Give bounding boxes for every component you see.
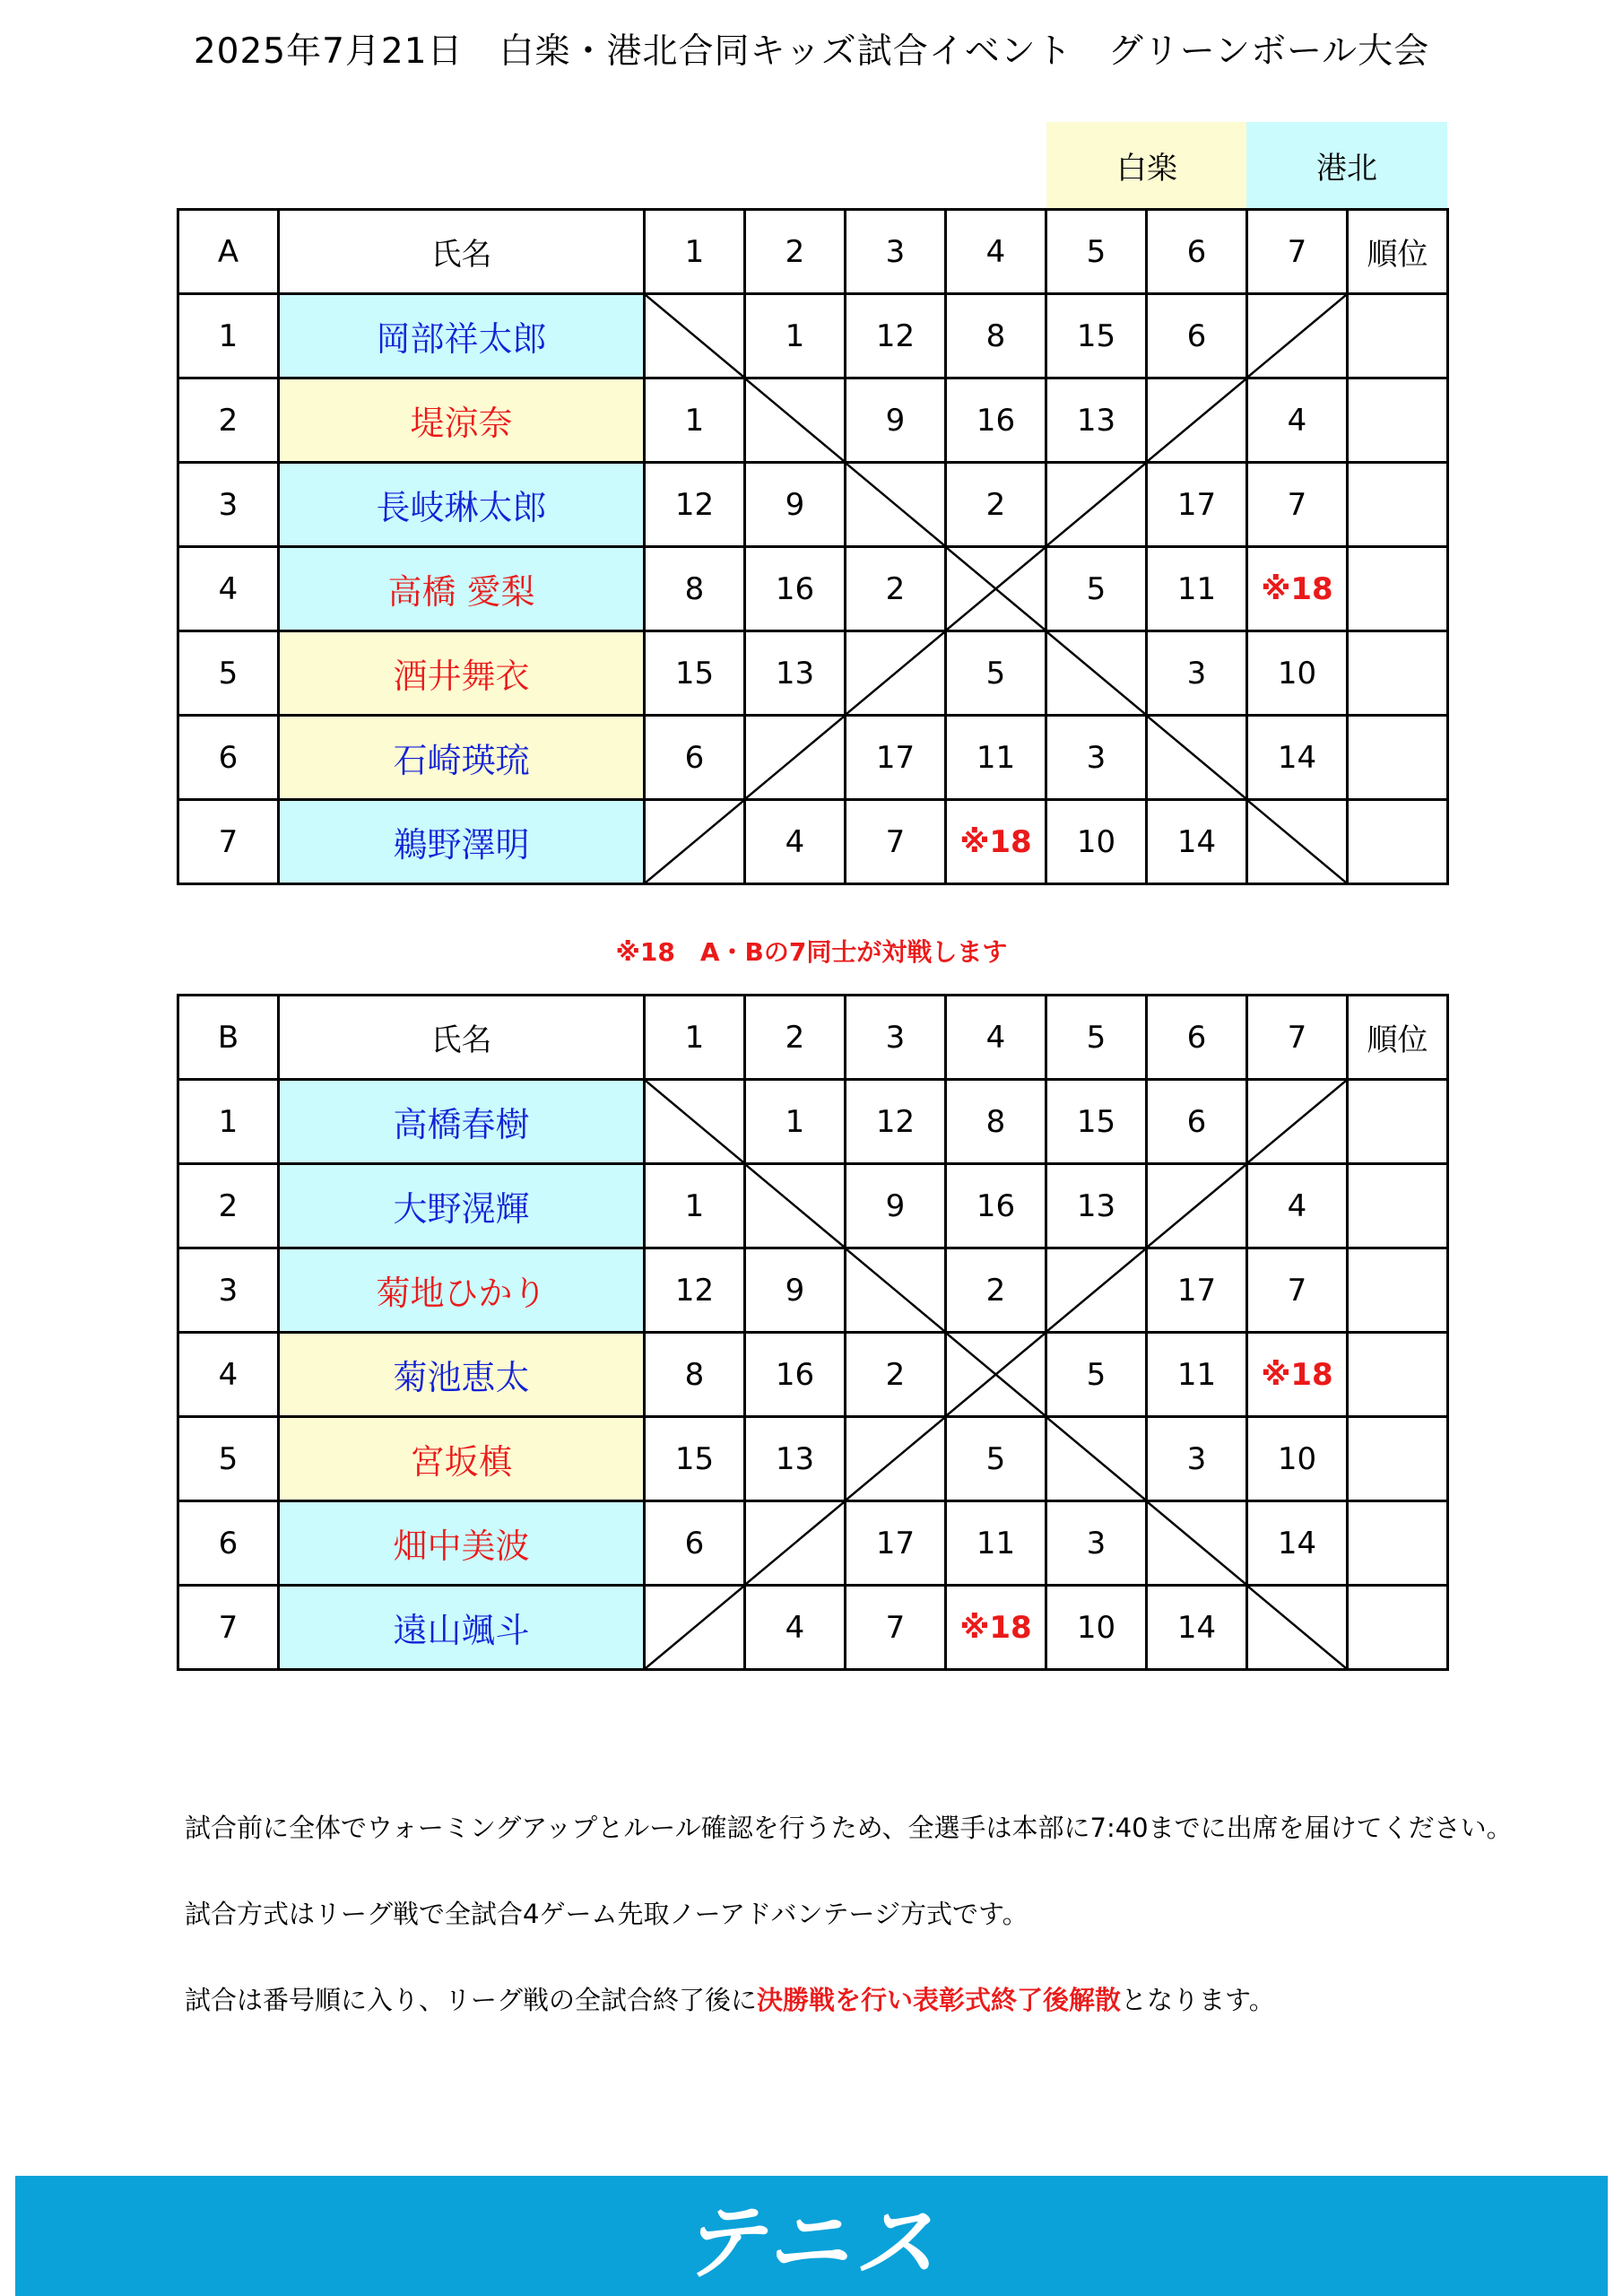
diagonal-cell xyxy=(1147,1164,1247,1248)
match-number: 4 xyxy=(1247,378,1348,463)
match-number: 1 xyxy=(745,1080,846,1164)
legend-hakuraku: 白楽 xyxy=(1046,122,1247,209)
table-row xyxy=(178,1417,1448,1501)
match-number: 10 xyxy=(1046,1586,1147,1670)
match-number: 11 xyxy=(946,716,1046,800)
match-number: 7 xyxy=(846,800,946,884)
diagonal-line xyxy=(1248,295,1346,377)
diagonal-cell xyxy=(1247,1080,1348,1164)
match-number: 15 xyxy=(645,631,745,716)
match-number: 14 xyxy=(1147,800,1247,884)
match-number: 12 xyxy=(846,1080,946,1164)
rank-cell xyxy=(1348,294,1448,378)
diagonal-cell xyxy=(946,1333,1046,1417)
diagonal-cell xyxy=(745,1501,846,1586)
instruction-3-emphasis: 決勝戦を行い表彰式終了後解散 xyxy=(757,1985,1122,2015)
match-number: 14 xyxy=(1147,1586,1247,1670)
rank-cell xyxy=(1348,1248,1448,1333)
header-col-3: 3 xyxy=(846,210,946,294)
diagonal-cell xyxy=(846,1417,946,1501)
table-row xyxy=(178,1164,1448,1248)
diagonal-line xyxy=(947,548,1045,630)
player-name: 酒井舞衣 xyxy=(279,631,645,716)
header-col-2: 2 xyxy=(745,210,846,294)
diagonal-line xyxy=(646,295,743,377)
rank-cell xyxy=(1348,1333,1448,1417)
player-number: 2 xyxy=(178,378,279,463)
match-number: 6 xyxy=(645,1501,745,1586)
player-number: 3 xyxy=(178,463,279,547)
table-row xyxy=(178,378,1448,463)
diagonal-cell xyxy=(645,294,745,378)
diagonal-cell xyxy=(846,463,946,547)
player-number: 1 xyxy=(178,294,279,378)
diagonal-line xyxy=(746,1165,844,1247)
table-row xyxy=(178,1248,1448,1333)
player-number: 6 xyxy=(178,716,279,800)
header-col-7: 7 xyxy=(1247,996,1348,1080)
rank-cell xyxy=(1348,631,1448,716)
match-number: 12 xyxy=(645,1248,745,1333)
match-number: 4 xyxy=(1247,1164,1348,1248)
rank-cell xyxy=(1348,716,1448,800)
table-row xyxy=(178,631,1448,716)
match-number: 16 xyxy=(745,1333,846,1417)
rank-cell xyxy=(1348,1080,1448,1164)
rank-cell xyxy=(1348,1501,1448,1586)
player-name: 遠山颯斗 xyxy=(279,1586,645,1670)
header-col-4: 4 xyxy=(946,210,1046,294)
table-row xyxy=(178,1501,1448,1586)
match-number: 2 xyxy=(946,1248,1046,1333)
match-number: 6 xyxy=(1147,1080,1247,1164)
diagonal-line xyxy=(1248,1587,1346,1668)
diagonal-cell xyxy=(745,716,846,800)
player-name: 畑中美波 xyxy=(279,1501,645,1586)
match-number: 13 xyxy=(745,1417,846,1501)
match-number: 1 xyxy=(745,294,846,378)
diagonal-cell xyxy=(846,631,946,716)
match-number: 5 xyxy=(1046,1333,1147,1417)
player-number: 2 xyxy=(178,1164,279,1248)
match-number: ※18 xyxy=(946,1586,1046,1670)
match-number: 16 xyxy=(946,1164,1046,1248)
match-number: 5 xyxy=(946,631,1046,716)
diagonal-line xyxy=(1148,717,1245,798)
match-number: 7 xyxy=(1247,463,1348,547)
instruction-2: 試合方式はリーグ戦で全試合4ゲーム先取ノーアドバンテージ方式です。 xyxy=(185,1899,1028,1929)
diagonal-line xyxy=(1148,379,1245,461)
header-rank: 順位 xyxy=(1348,210,1448,294)
diagonal-line xyxy=(1047,632,1145,714)
instruction-1: 試合前に全体でウォーミングアップとルール確認を行うため、全選手は本部に7:40までに出席を届けてください。 xyxy=(185,1813,1513,1843)
diagonal-line xyxy=(1248,1081,1346,1162)
instruction-3-part2: となります。 xyxy=(1121,1985,1275,2015)
player-name: 岡部祥太郎 xyxy=(279,294,645,378)
player-name: 石崎瑛琉 xyxy=(279,716,645,800)
diagonal-line xyxy=(746,717,844,798)
player-name: 鵜野澤明 xyxy=(279,800,645,884)
header-rank: 順位 xyxy=(1348,996,1448,1080)
match-number: 8 xyxy=(946,1080,1046,1164)
header-name: 氏名 xyxy=(279,210,645,294)
match-number: 11 xyxy=(946,1501,1046,1586)
match-number: 16 xyxy=(745,547,846,631)
diagonal-line xyxy=(1047,1249,1145,1331)
match-number: 8 xyxy=(946,294,1046,378)
match-number: 5 xyxy=(1046,547,1147,631)
match-number: 17 xyxy=(1147,1248,1247,1333)
match-number: 15 xyxy=(645,1417,745,1501)
match-number: 3 xyxy=(1046,1501,1147,1586)
header-row xyxy=(178,210,1448,294)
rank-cell xyxy=(1348,1164,1448,1248)
match-number: 4 xyxy=(745,800,846,884)
player-number: 3 xyxy=(178,1248,279,1333)
tennis-logo: テニス xyxy=(681,2195,942,2291)
player-number: 1 xyxy=(178,1080,279,1164)
diagonal-line xyxy=(846,464,944,545)
diagonal-cell xyxy=(1247,800,1348,884)
table-row xyxy=(178,1080,1448,1164)
match-number: 11 xyxy=(1147,547,1247,631)
match-number: 2 xyxy=(846,547,946,631)
match-number: 12 xyxy=(846,294,946,378)
diagonal-cell xyxy=(1247,294,1348,378)
diagonal-cell xyxy=(946,547,1046,631)
match-number: 8 xyxy=(645,1333,745,1417)
player-name: 堤涼奈 xyxy=(279,378,645,463)
header-row xyxy=(178,996,1448,1080)
diagonal-cell xyxy=(645,1586,745,1670)
diagonal-cell xyxy=(1046,463,1147,547)
diagonal-line xyxy=(1148,1502,1245,1584)
match-number: 2 xyxy=(846,1333,946,1417)
header-col-5: 5 xyxy=(1046,996,1147,1080)
match-number: 3 xyxy=(1147,631,1247,716)
diagonal-cell xyxy=(846,1248,946,1333)
diagonal-line xyxy=(746,1502,844,1584)
rank-cell xyxy=(1348,463,1448,547)
diagonal-line xyxy=(947,1334,1045,1415)
match-number: 10 xyxy=(1247,1417,1348,1501)
table-row xyxy=(178,1333,1448,1417)
note-18: ※18 A・Bの7同士が対戦します xyxy=(615,937,1008,967)
player-number: 5 xyxy=(178,631,279,716)
player-name: 長岐琳太郎 xyxy=(279,463,645,547)
header-col-7: 7 xyxy=(1247,210,1348,294)
instruction-3-part1: 試合は番号順に入り、リーグ戦の全試合終了後に xyxy=(185,1985,758,2015)
match-number: ※18 xyxy=(946,800,1046,884)
table-row xyxy=(178,547,1448,631)
match-number: 13 xyxy=(1046,1164,1147,1248)
match-number: 6 xyxy=(645,716,745,800)
rank-cell xyxy=(1348,378,1448,463)
match-number: 7 xyxy=(1247,1248,1348,1333)
player-number: 7 xyxy=(178,800,279,884)
footer-banner xyxy=(15,2176,1608,2296)
diagonal-cell xyxy=(1147,378,1247,463)
header-col-2: 2 xyxy=(745,996,846,1080)
match-number: 1 xyxy=(645,378,745,463)
match-number: 10 xyxy=(1046,800,1147,884)
page-title: 2025年7月21日 白楽・港北合同キッズ試合イベント グリーンボール大会 xyxy=(193,31,1430,72)
instruction-3 xyxy=(185,1980,1530,2017)
table-row xyxy=(178,716,1448,800)
match-number: 17 xyxy=(1147,463,1247,547)
header-col-1: 1 xyxy=(645,996,745,1080)
league-table-b xyxy=(177,994,1449,1671)
diagonal-cell xyxy=(745,1164,846,1248)
diagonal-line xyxy=(746,379,844,461)
match-number: 9 xyxy=(846,1164,946,1248)
player-name: 高橋春樹 xyxy=(279,1080,645,1164)
match-number: 4 xyxy=(745,1586,846,1670)
match-number: 3 xyxy=(1046,716,1147,800)
table-row xyxy=(178,294,1448,378)
match-number: 12 xyxy=(645,463,745,547)
player-name: 大野滉輝 xyxy=(279,1164,645,1248)
rank-cell xyxy=(1348,1586,1448,1670)
diagonal-cell xyxy=(645,800,745,884)
diagonal-cell xyxy=(1046,631,1147,716)
header-col-1: 1 xyxy=(645,210,745,294)
diagonal-line xyxy=(846,632,944,714)
group-label: B xyxy=(178,996,279,1080)
header-col-4: 4 xyxy=(946,996,1046,1080)
player-name: 菊地ひかり xyxy=(279,1248,645,1333)
match-number: 13 xyxy=(1046,378,1147,463)
diagonal-line xyxy=(1047,464,1145,545)
diagonal-line xyxy=(646,1081,743,1162)
rank-cell xyxy=(1348,800,1448,884)
diagonal-line xyxy=(846,1249,944,1331)
legend-kohoku: 港北 xyxy=(1246,122,1447,209)
header-col-3: 3 xyxy=(846,996,946,1080)
table-row xyxy=(178,800,1448,884)
match-number: 17 xyxy=(846,1501,946,1586)
table-row xyxy=(178,463,1448,547)
diagonal-cell xyxy=(1147,716,1247,800)
table-row xyxy=(178,1586,1448,1670)
diagonal-cell xyxy=(645,1080,745,1164)
player-name: 菊池恵太 xyxy=(279,1333,645,1417)
match-number: ※18 xyxy=(1247,1333,1348,1417)
match-number: 6 xyxy=(1147,294,1247,378)
diagonal-cell xyxy=(1247,1586,1348,1670)
match-number: 3 xyxy=(1147,1417,1247,1501)
diagonal-line xyxy=(1148,1165,1245,1247)
diagonal-line xyxy=(1248,801,1346,883)
match-number: 17 xyxy=(846,716,946,800)
diagonal-cell xyxy=(745,378,846,463)
match-number: 11 xyxy=(1147,1333,1247,1417)
match-number: 5 xyxy=(946,1417,1046,1501)
player-name: 宮坂槙 xyxy=(279,1417,645,1501)
match-number: 16 xyxy=(946,378,1046,463)
match-number: 14 xyxy=(1247,716,1348,800)
match-number: 14 xyxy=(1247,1501,1348,1586)
header-name: 氏名 xyxy=(279,996,645,1080)
match-number: 9 xyxy=(745,463,846,547)
diagonal-cell xyxy=(1147,1501,1247,1586)
match-number: 10 xyxy=(1247,631,1348,716)
match-number: 1 xyxy=(645,1164,745,1248)
diagonal-line xyxy=(646,1587,743,1668)
match-number: 7 xyxy=(846,1586,946,1670)
diagonal-line xyxy=(1047,1418,1145,1500)
diagonal-cell xyxy=(1046,1417,1147,1501)
player-number: 6 xyxy=(178,1501,279,1586)
match-number: 15 xyxy=(1046,1080,1147,1164)
match-number: 13 xyxy=(745,631,846,716)
match-number: 15 xyxy=(1046,294,1147,378)
player-number: 7 xyxy=(178,1586,279,1670)
player-number: 4 xyxy=(178,547,279,631)
diagonal-cell xyxy=(1046,1248,1147,1333)
diagonal-line xyxy=(846,1418,944,1500)
match-number: 2 xyxy=(946,463,1046,547)
match-number: ※18 xyxy=(1247,547,1348,631)
header-col-6: 6 xyxy=(1147,210,1247,294)
player-name: 高橋 愛梨 xyxy=(279,547,645,631)
match-number: 8 xyxy=(645,547,745,631)
player-number: 5 xyxy=(178,1417,279,1501)
group-label: A xyxy=(178,210,279,294)
rank-cell xyxy=(1348,1417,1448,1501)
match-number: 9 xyxy=(745,1248,846,1333)
header-col-6: 6 xyxy=(1147,996,1247,1080)
header-col-5: 5 xyxy=(1046,210,1147,294)
player-number: 4 xyxy=(178,1333,279,1417)
league-table-a xyxy=(177,208,1449,885)
match-number: 9 xyxy=(846,378,946,463)
diagonal-line xyxy=(646,801,743,883)
rank-cell xyxy=(1348,547,1448,631)
